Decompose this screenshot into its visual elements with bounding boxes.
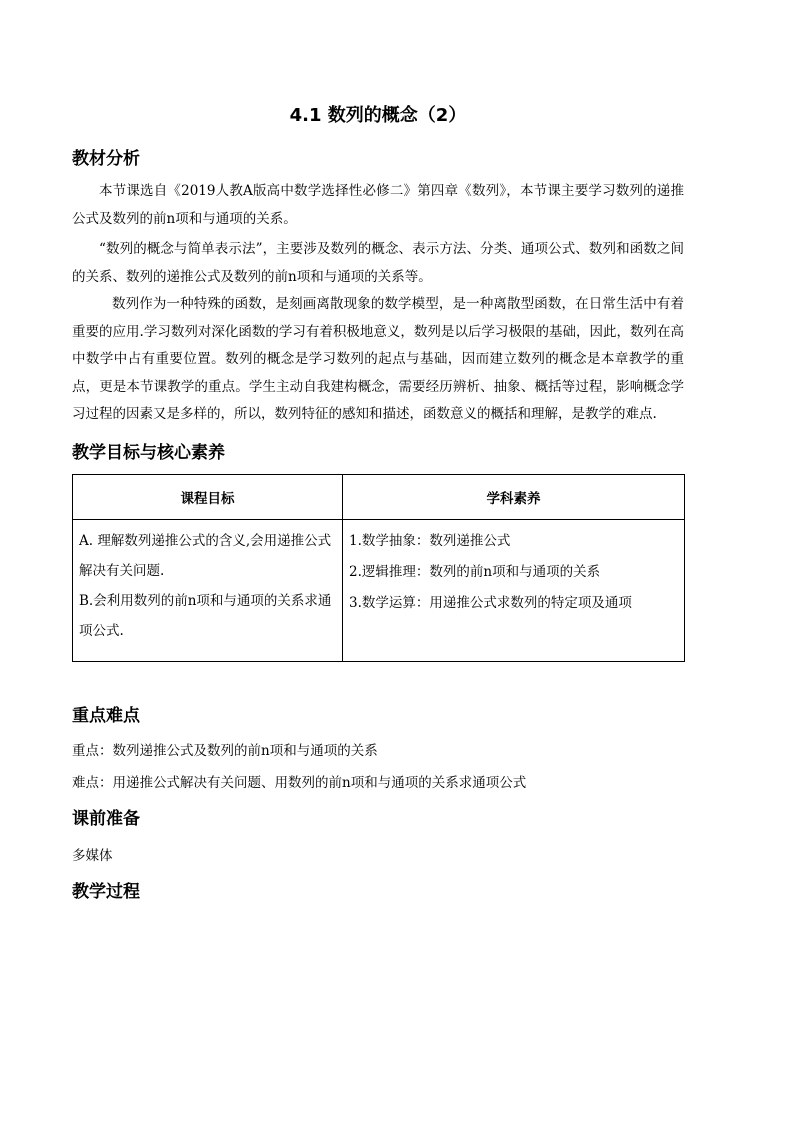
literacy-item-3: 3.数学运算：用递推公式求数列的特定项及通项 <box>349 595 632 611</box>
goals-table <box>72 474 685 662</box>
key-point-line: 重点：数列递推公式及数列的前n项和与通项的关系 <box>72 743 378 759</box>
goals-header-literacy: 学科素养 <box>343 475 685 520</box>
section-heading-preparation: 课前准备 <box>72 809 140 829</box>
section-heading-process: 教学过程 <box>72 882 140 902</box>
literacy-item-2: 2.逻辑推理：数列的前n项和与通项的关系 <box>349 564 601 580</box>
section-heading-analysis: 教材分析 <box>72 149 140 169</box>
analysis-paragraph-1: 本节课选自《2019人教A版高中数学选择性必修二》第四章《数列》，本节课主要学习数列的递推公式及数列的前n项和与通项的关系。 <box>72 183 684 227</box>
goals-table-header-row <box>73 475 685 520</box>
difficult-point-line: 难点：用递推公式解决有关问题、用数列的前n项和与通项的关系求通项公式 <box>72 775 527 791</box>
section-heading-goals: 教学目标与核心素养 <box>72 443 225 463</box>
course-goals-cell <box>73 520 343 662</box>
preparation-text: 多媒体 <box>72 848 113 864</box>
course-goal-a: A. 理解数列递推公式的含义,会用递推公式解决有关问题. <box>79 533 332 579</box>
analysis-paragraph-2: “数列的概念与简单表示法”，主要涉及数列的概念、表示方法、分类、通项公式、数列和函数之间的关系、数列的递推公式及数列的前n项和与通项的关系等。 <box>72 241 684 285</box>
literacy-cell <box>343 520 685 662</box>
literacy-item-1: 1.数学抽象：数列递推公式 <box>349 533 511 549</box>
goals-table-body-row <box>73 520 685 662</box>
course-goal-b: B.会利用数列的前n项和与通项的关系求通项公式. <box>79 593 332 639</box>
goals-header-course: 课程目标 <box>73 475 343 520</box>
section-heading-key-points: 重点难点 <box>72 706 140 726</box>
document-title: 4.1 数列的概念（2） <box>289 105 467 126</box>
analysis-paragraph-3: 数列作为一种特殊的函数，是刻画离散现象的数学模型，是一种离散型函数，在日常生活中有着重要的应用.学习数列对深化函数的学习有着积极地意义，数列是以后学习极限的基础，因此，数列在高中数学中占有重要位置。数列的概念是学习数列的起点与基础，因而建立数列的概念是本章教学的重点，更是本节课教学的重点。学生主动自我建构概念，需要经历辨析、抽象、概括等过程，影响概念学习过程的因素又是多样的，所以，数列特征的感知和描述，函数意义的概括和理解，是教学的难点. <box>72 296 684 422</box>
